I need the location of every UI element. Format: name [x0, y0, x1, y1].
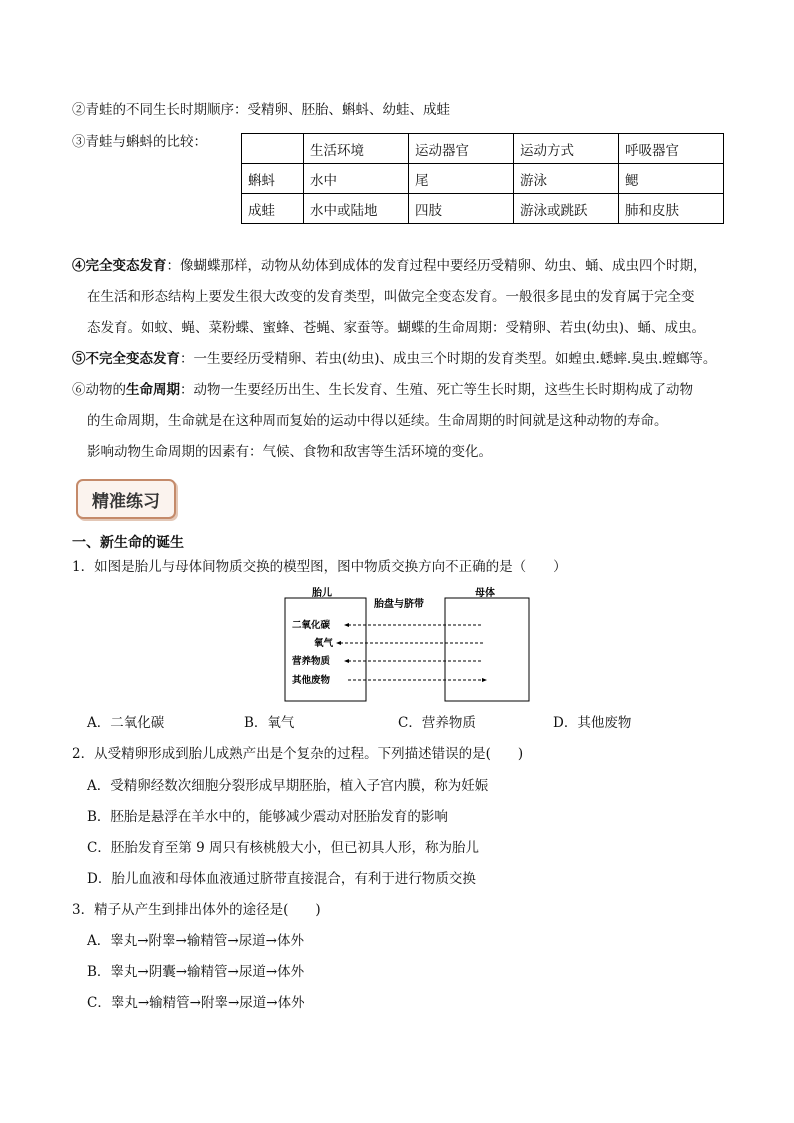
q1-option-c: C．营养物质	[398, 715, 476, 731]
life-cycle-line	[72, 380, 693, 400]
q1-option-d: D．其他废物	[553, 715, 632, 731]
arrowhead-co2	[344, 623, 349, 627]
table-row	[242, 164, 724, 194]
item-nutrients: 营养物质	[292, 656, 331, 667]
table-header-cell: 运动方式	[514, 134, 619, 164]
table-cell: 游泳	[514, 164, 619, 194]
frog-tadpole-table	[241, 133, 724, 224]
table-header-row	[242, 134, 724, 164]
q1-option-b: B．氧气	[244, 715, 295, 731]
table-cell: 蝌蚪	[242, 164, 304, 194]
arrowhead-waste	[482, 678, 487, 682]
table-header-cell: 生活环境	[304, 134, 409, 164]
table-header-cell: 运动器官	[409, 134, 514, 164]
practice-badge: 精准练习	[76, 479, 176, 519]
table-cell: 水中或陆地	[304, 194, 409, 224]
arrowhead-nutrients	[344, 659, 349, 663]
item-oxygen: 氧气	[314, 638, 334, 649]
term-life-cycle: 生命周期	[126, 382, 180, 398]
table-cell: 游泳或跳跃	[514, 194, 619, 224]
paragraph-text: 态发育。如蚊、蝇、菜粉蝶、蜜蜂、苍蝇、家蚕等。蝴蝶的生命周期：受精卵、若虫(幼虫)、蛹、成虫。	[87, 320, 706, 336]
comparison-label: ③青蛙与蝌蚪的比较：	[72, 134, 207, 150]
paragraph-text: ：动物一生要经历出生、生长发育、生殖、死亡等生长时期，这些生长时期构成了动物	[180, 382, 693, 398]
table-header-cell	[242, 134, 304, 164]
arrowhead-oxygen	[336, 641, 341, 645]
q3-option-a: A．睾丸→附睾→输精管→尿道→体外	[87, 933, 304, 949]
q2-option-c: C．胚胎发育至第 9 周只有核桃般大小，但已初具人形，称为胎儿	[87, 840, 480, 856]
placenta-label: 胎盘与脐带	[374, 599, 424, 610]
table-header-cell: 呼吸器官	[619, 134, 724, 164]
item-co2: 二氧化碳	[292, 620, 331, 631]
q3-option-c: C．睾丸→输精管→附睾→尿道→体外	[87, 995, 305, 1011]
fetus-mother-exchange-diagram	[282, 584, 532, 702]
paragraph-text: ：像蝴蝶那样，动物从幼体到成体的发育过程中要经历受精卵、幼虫、蛹、成虫四个时期，	[166, 258, 707, 274]
q1-option-a: A．二氧化碳	[87, 715, 165, 731]
q2-option-d: D．胎儿血液和母体血液通过脐带直接混合，有利于进行物质交换	[87, 871, 476, 887]
incomplete-metamorphosis-line	[72, 349, 716, 369]
table-cell: 成蛙	[242, 194, 304, 224]
complete-metamorphosis-line	[72, 256, 707, 276]
table-cell: 水中	[304, 164, 409, 194]
table-cell: 四肢	[409, 194, 514, 224]
mother-box	[445, 598, 529, 701]
item-waste: 其他废物	[292, 675, 331, 686]
table-cell: 尾	[409, 164, 514, 194]
section-title: 一、新生命的诞生	[72, 535, 184, 551]
q3-option-b: B．睾丸→阴囊→输精管→尿道→体外	[87, 964, 305, 980]
table-cell: 肺和皮肤	[619, 194, 724, 224]
term-complete-metamorphosis: ④完全变态发育	[72, 258, 167, 274]
question-1-stem: 1．如图是胎儿与母体间物质交换的模型图，图中物质交换方向不正确的是（ ）	[72, 559, 567, 575]
question-3-stem: 3．精子从产生到排出体外的途径是( )	[72, 902, 321, 918]
paragraph-text: ：一生要经历受精卵、若虫(幼虫)、成虫三个时期的发育类型。如蝗虫.蟋蟀.臭虫.螳螂等。	[180, 351, 717, 367]
paragraph-text: 的生命周期，生命就是在这种周而复始的运动中得以延续。生命周期的时间就是这种动物的寿命。	[87, 413, 668, 429]
paragraph-text: 在生活和形态结构上要发生很大改变的发育类型，叫做完全变态发育。一般很多昆虫的发育属于完全变	[87, 289, 695, 305]
fetus-label: 胎儿	[312, 588, 332, 599]
mother-label: 母体	[475, 588, 495, 599]
q2-option-b: B．胚胎是悬浮在羊水中的，能够减少震动对胚胎发育的影响	[87, 809, 448, 825]
table-cell: 鳃	[619, 164, 724, 194]
q2-option-a: A．受精卵经数次细胞分裂形成早期胚胎，植入子宫内膜，称为妊娠	[87, 778, 489, 794]
paragraph-text: 影响动物生命周期的因素有：气候、食物和敌害等生活环境的变化。	[87, 444, 492, 460]
question-2-stem: 2．从受精卵形成到胎儿成熟产出是个复杂的过程。下列描述错误的是( )	[72, 746, 524, 762]
growth-order-text: ②青蛙的不同生长时期顺序：受精卵、胚胎、蝌蚪、幼蛙、成蛙	[72, 102, 450, 118]
paragraph-text: ⑥动物的	[72, 382, 126, 398]
term-incomplete-metamorphosis: ⑤不完全变态发育	[72, 351, 180, 367]
table-row	[242, 194, 724, 224]
